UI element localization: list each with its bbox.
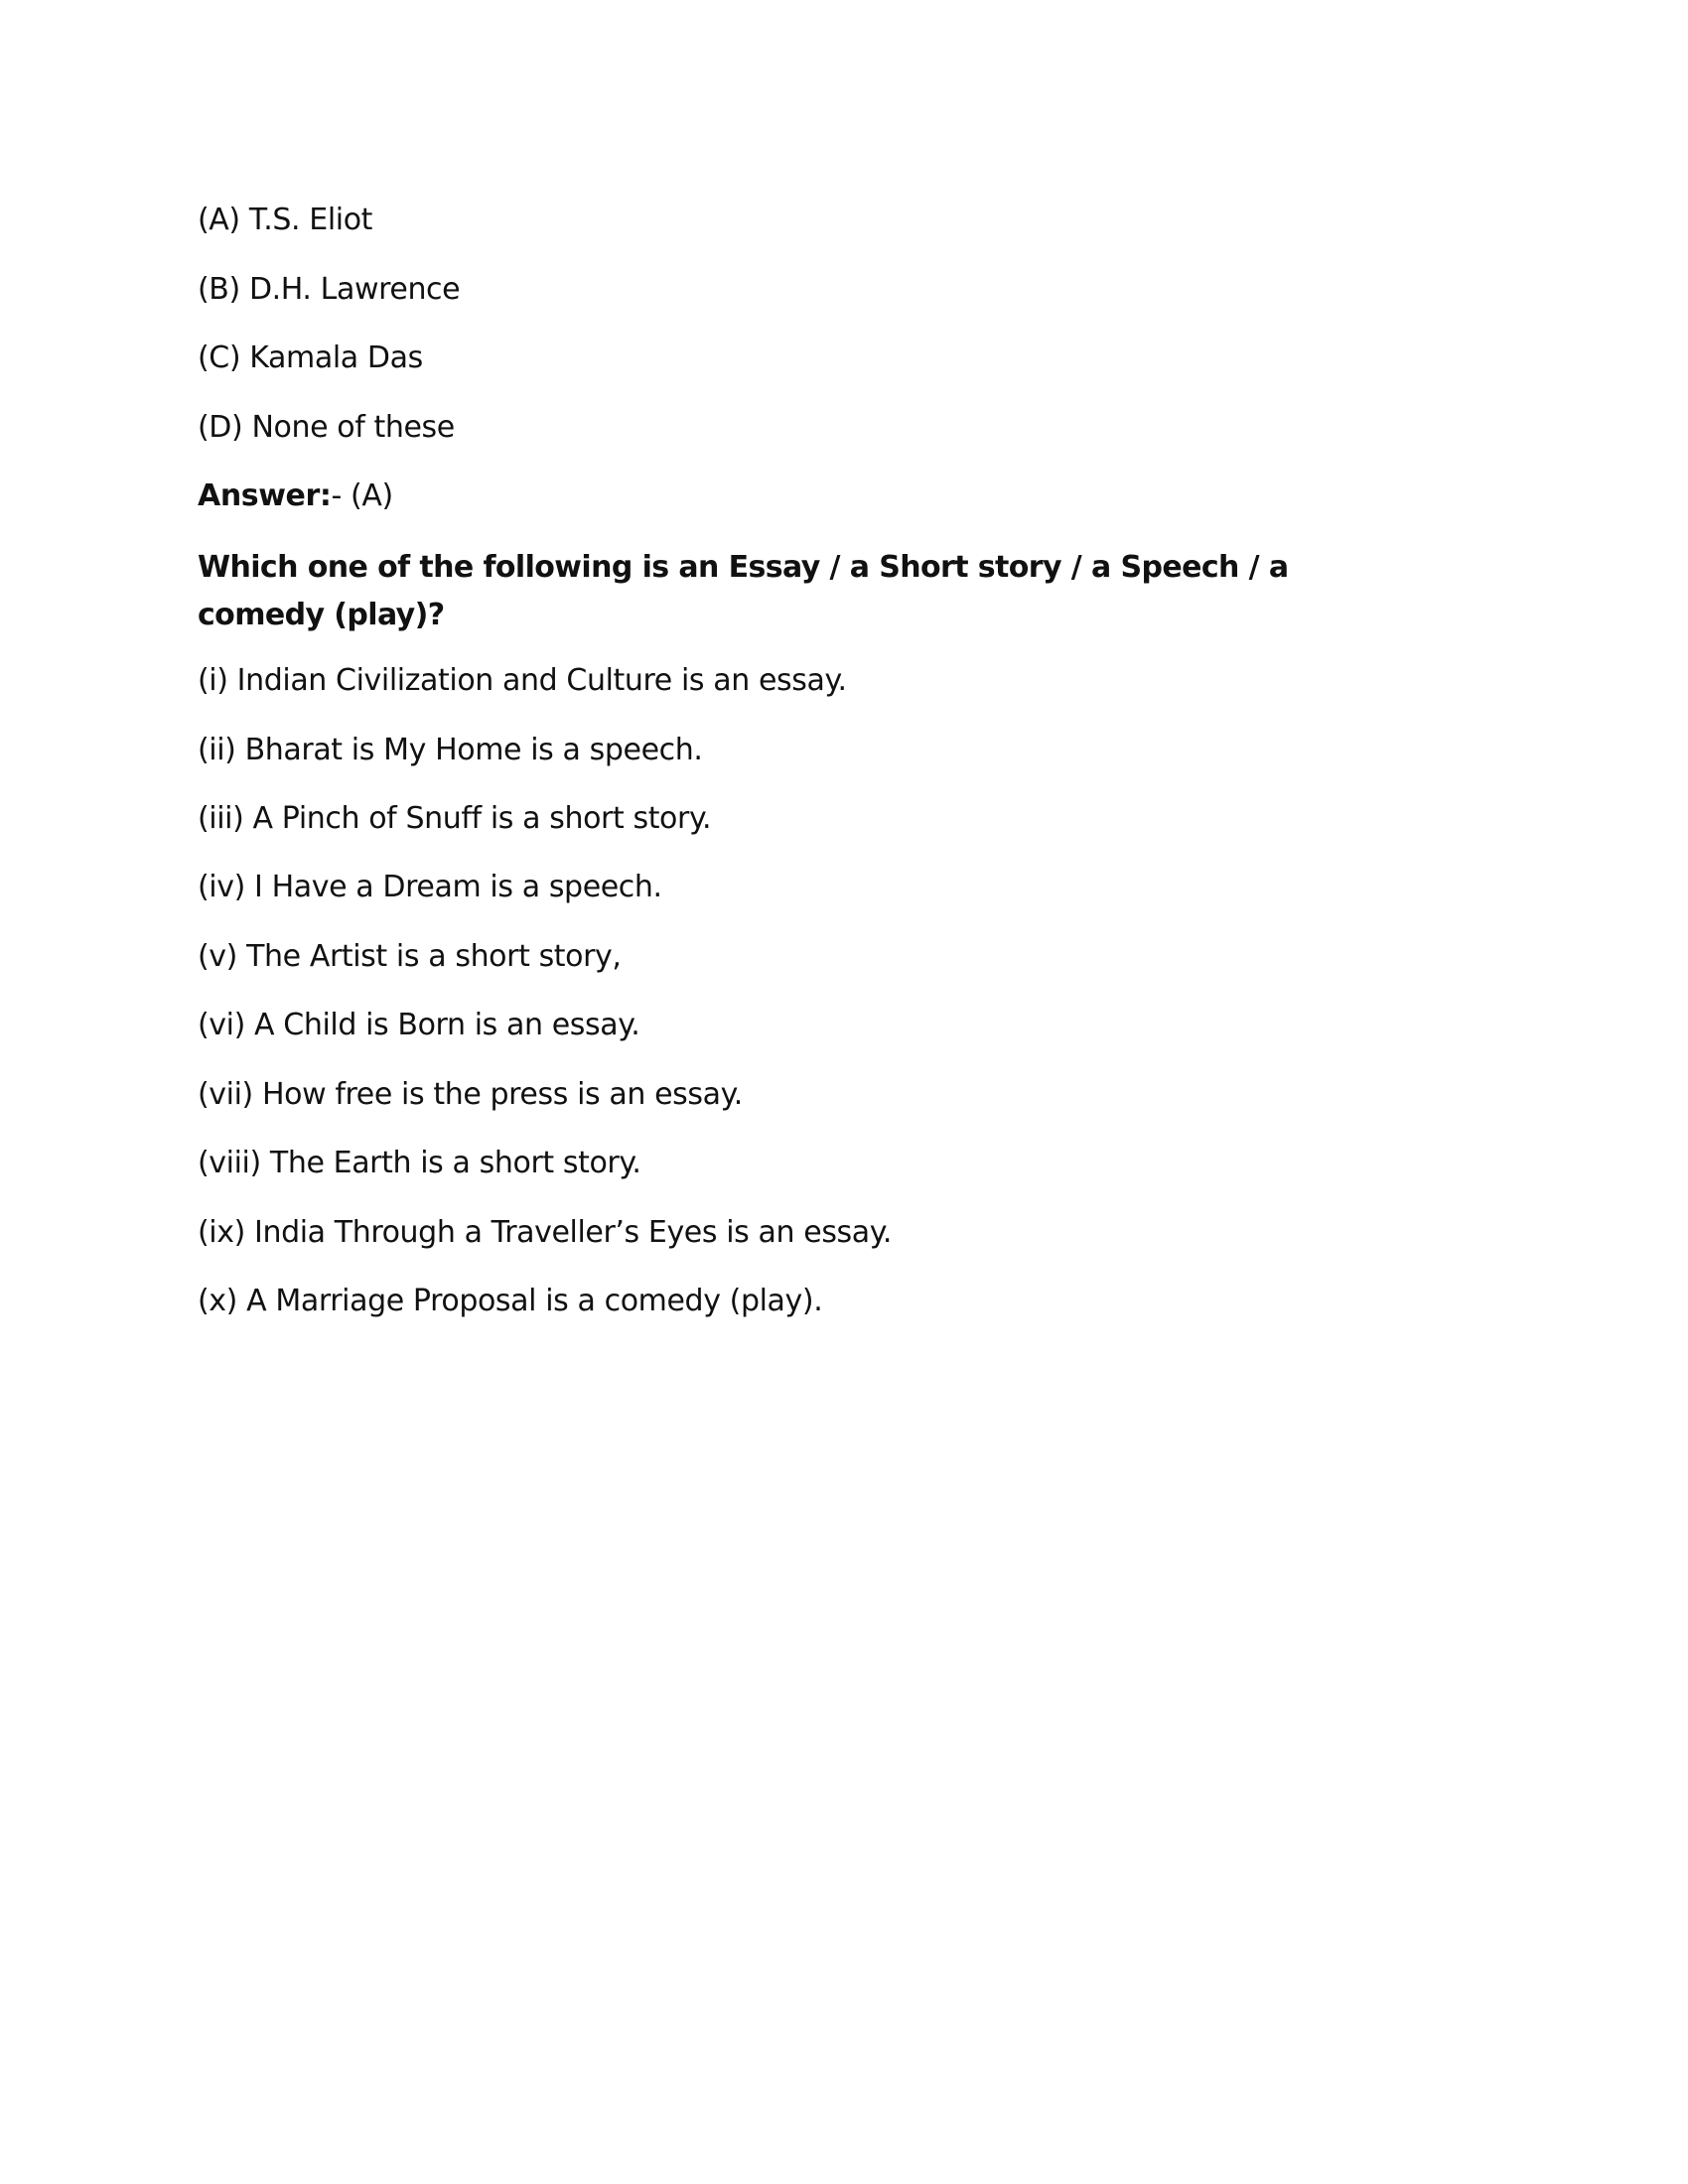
- list-item: (iii) A Pinch of Snuff is a short story.: [198, 801, 712, 836]
- list-item: (vi) A Child is Born is an essay.: [198, 1008, 640, 1042]
- option-text: None of these: [251, 410, 455, 445]
- list-item: (vii) How free is the press is an essay.: [198, 1077, 743, 1112]
- option-label: (B): [198, 272, 240, 307]
- list-item: (iv) I Have a Dream is a speech.: [198, 870, 662, 904]
- option-d: [198, 410, 455, 446]
- option-text: Kamala Das: [249, 341, 423, 375]
- answer-value: - (A): [331, 478, 393, 513]
- list-item: (ii) Bharat is My Home is a speech.: [198, 733, 703, 767]
- answer-label: Answer:: [198, 478, 332, 513]
- list-item: (viii) The Earth is a short story.: [198, 1146, 641, 1180]
- option-label: (D): [198, 410, 243, 445]
- option-text: D.H. Lawrence: [248, 272, 461, 307]
- list-item: (v) The Artist is a short story,: [198, 939, 622, 974]
- question-heading: Which one of the following is an Essay / a Short story / a Speech / a comedy (play)?: [198, 550, 1289, 632]
- option-b: [198, 272, 460, 308]
- list-item: (ix) India Through a Traveller’s Eyes is an essay.: [198, 1215, 892, 1250]
- option-label: (C): [198, 341, 241, 375]
- option-text: T.S. Eliot: [248, 203, 373, 237]
- answer-line: [198, 478, 393, 514]
- option-label: (A): [198, 203, 240, 237]
- list-item: (x) A Marriage Proposal is a comedy (play).: [198, 1284, 823, 1318]
- list-item: (i) Indian Civilization and Culture is an essay.: [198, 663, 847, 698]
- option-c: [198, 341, 423, 376]
- option-a: [198, 203, 372, 238]
